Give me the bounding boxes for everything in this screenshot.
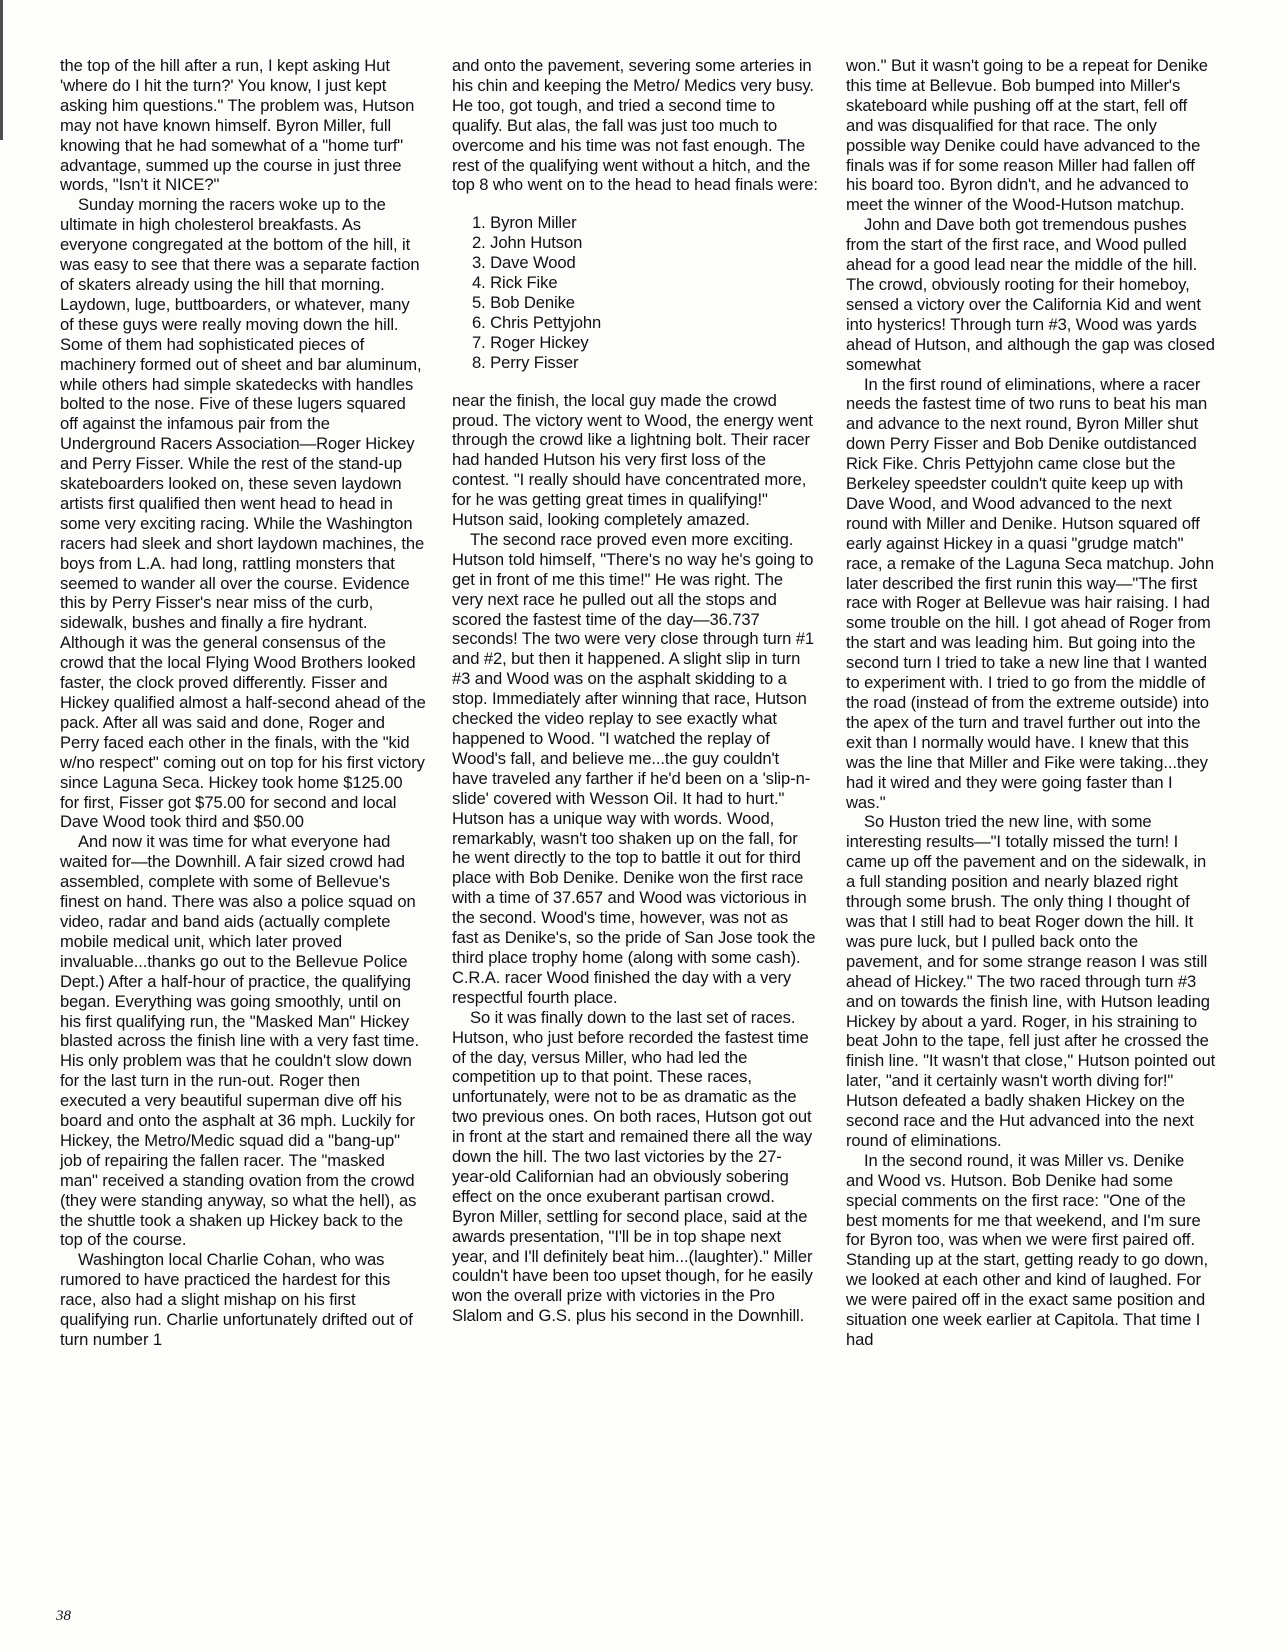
qualifier-item: 8. Perry Fisser — [472, 352, 579, 372]
column-3-paragraph: So Huston tried the new line, with some interesting results—"I totally missed the turn! I came up off the pavement and on the sidewalk, in a full standing position and nearly blazed right through some brush. The only thing I thought of was that I still had to beat Roger down the hill. It was pure luck, but I pulled back onto the pavement, and for some strange reason I was still ahead of Hickey." The two raced through turn #3 and on towards the finish line, with Hutson leading Hickey by about a yard. Roger, in his straining to beat John to the tape, fell just after he crossed the finish line. "It wasn't that close," Hutson pointed out later, "and it certainly wasn't worth diving for!" Hutson defeated a badly shaken Hickey on the second race and the Hut advanced into the next round of eliminations. — [846, 812, 1216, 1150]
column-2-paragraph: near the finish, the local guy made the crowd proud. The victory went to Wood, the energy went through the crowd like a lightning bolt. Their racer had handed Hutson his very first loss of the contest. "I really should have concentrated more, for he was getting great times in qualifying!" Hutson said, looking completely amazed. — [452, 390, 813, 530]
column-3-paragraph: won." But it wasn't going to be a repeat for Denike this time at Bellevue. Bob bumped into Miller's skateboard while pushing off at the start, fell off and was disqualified for that race. The only possible way Denike could have advanced to the finals was if for some reason Miller had fallen off his board too. Byron didn't, and he advanced to meet the winner of the Wood-Hutson matchup. — [846, 56, 1208, 215]
column-2-paragraph: So it was finally down to the last set of races. Hutson, who just before recorded the fastest time of the day, versus Miller, who had led the competition up to that point. These races, unfortunately, were not to be as dramatic as the two previous ones. On both races, Hutson got out in front at the start and remained there all the way down the hill. The two last victories by the 27-year-old Californian had an obviously sobering effect on the once exuberant partisan crowd. Byron Miller, settling for second place, said at the awards presentation, "I'll be in top shape next year, and I'll definitely beat him...(laughter)." Miller couldn't have been too upset though, for he easily won the overall prize with victories in the Pro Slalom and G.S. plus his second in the Downhill. — [452, 1007, 813, 1326]
column-3-paragraph: In the second round, it was Miller vs. Denike and Wood vs. Hutson. Bob Denike had some special comments on the first race: "One of the best moments for me that weekend, and I'm sure for Byron too, was when we were first paired off. Standing up at the start, getting ready to go down, we looked at each other and kind of laughed. For we were paired off in the exact same position and situation one week earlier at Capitola. That time I had — [846, 1150, 1209, 1349]
qualifier-list — [472, 213, 818, 372]
binding-edge — [0, 0, 10, 140]
article-column-2 — [452, 56, 818, 1326]
article-column-3 — [846, 56, 1216, 1350]
article-column-1 — [60, 56, 426, 1350]
column-3-paragraph: John and Dave both got tremendous pushes from the start of the first race, and Wood pulled ahead for a good lead near the middle of the hill. The crowd, obviously rooting for their homeboy, sensed a victory over the California Kid and went into hysterics! Through turn #3, Wood was yards ahead of Hutson, and although the gap was closed somewhat — [846, 215, 1215, 374]
column-1-paragraph: Sunday morning the racers woke up to the ultimate in high cholesterol breakfasts. As everyone congregated at the bottom of the hill, it was easy to see that there was a separate faction of skaters already using the hill that morning. Laydown, luge, buttboarders, or whatever, many of these guys were really moving down the hill. Some of them had sophisticated pieces of machinery formed out of sheet and bar aluminum, while others had simple skatedecks with handles bolted to the nose. Five of these lugers squared off against the infamous pair from the Underground Racers Association—Roger Hickey and Perry Fisser. While the rest of the stand-up skateboarders looked on, these seven laydown artists first qualified then went head to head in some very exciting racing. While the Washington racers had sleek and short laydown machines, the boys from L.A. had long, rattling monsters that seemed to wander all over the course. Evidence this by Perry Fisser's near miss of the curb, sidewalk, bushes and finally a fire hydrant. Although it was the general consensus of the crowd that the local Flying Wood Brothers looked faster, the clock proved differently. Fisser and Hickey qualified almost a half-second ahead of the pack. After all was said and done, Roger and Perry faced each other in the finals, with the "kid w/no respect" coming out on top for his first victory since Laguna Seca. Hickey took home $125.00 for first, Fisser got $75.00 for second and local Dave Wood took third and $50.00 — [60, 195, 426, 832]
column-1-paragraph: the top of the hill after a run, I kept asking Hut 'where do I hit the turn?' You know, I just kept asking him questions." The problem was, Hutson may not have known himself. Byron Miller, full knowing that he had somewhat of a "home turf" advantage, summed up the course in just three words, "Isn't it NICE?" — [60, 56, 415, 195]
qualifier-item: 2. John Hutson — [472, 233, 583, 253]
column-2-paragraph: The second race proved even more exciting. Hutson told himself, "There's no way he's going to get in front of me this time!" He was right. The very next race he pulled out all the stops and scored the fastest time of the day—36.737 seconds! The two were very close through turn #1 and #2, but then it happened. A slight slip in turn #3 and Wood was on the asphalt skidding to a stop. Immediately after winning that race, Hutson checked the video replay to see exactly what happened to Wood. "I watched the replay of Wood's fall, and believe me...the guy couldn't have traveled any farther if he'd been on a 'slip-n-slide' covered with Wesson Oil. It had to hurt." Hutson has a unique way with words. Wood, remarkably, wasn't too shaken up on the fall, for he went directly to the top to battle it out for third place with Bob Denike. Denike won the first race with a time of 37.657 and Wood was victorious in the second. Wood's time, however, was not as fast as Denike's, so the pride of San Jose took the third place trophy home (along with some cash). C.R.A. racer Wood finished the day with a very respectful fourth place. — [452, 529, 816, 1007]
qualifier-item: 5. Bob Denike — [472, 292, 575, 312]
qualifier-item: 4. Rick Fike — [472, 273, 558, 293]
page-number: 38 — [56, 1608, 71, 1624]
column-1-paragraph: And now it was time for what everyone had waited for—the Downhill. A fair sized crowd had assembled, complete with some of Bellevue's finest on hand. There was also a police squad on video, radar and band aids (actually complete mobile medical unit, which later proved invaluable...thanks go out to the Bellevue Police Dept.) After a half-hour of practice, the qualifying began. Everything was going smoothly, until on his first qualifying run, the "Masked Man" Hickey blasted across the finish line with a very fast time. His only problem was that he couldn't slow down for the last turn in the run-out. Roger then executed a very beautiful superman dive off his board and onto the asphalt at 36 mph. Luckily for Hickey, the Metro/Medic squad did a "bang-up" job of repairing the fallen racer. The "masked man" received a standing ovation from the crowd (they were standing anyway, so what the hell), as the shuttle took a shaken up Hickey back to the top of the course. — [60, 832, 420, 1250]
column-1-paragraph: Washington local Charlie Cohan, who was rumored to have practiced the hardest for this race, also had a slight mishap on his first qualifying run. Charlie unfortunately drifted out of turn number 1 — [60, 1250, 413, 1349]
qualifier-item: 7. Roger Hickey — [472, 332, 589, 352]
column-2-intro-paragraph: and onto the pavement, severing some arteries in his chin and keeping the Metro/ Medics very busy. He too, got tough, and tried a second time to qualify. But alas, the fall was just too much to overcome and his time was not fast enough. The rest of the qualifying went without a hitch, and the top 8 who went on to the head to head finals were: — [452, 56, 818, 195]
qualifier-item: 3. Dave Wood — [472, 253, 576, 273]
column-3-paragraph: In the first round of eliminations, where a racer needs the fastest time of two runs to beat his man and advance to the next round, Byron Miller shut down Perry Fisser and Bob Denike outdistanced Rick Fike. Chris Pettyjohn came close but the Berkeley speedster couldn't quite keep up with Dave Wood, and Wood advanced to the next round with Miller and Denike. Hutson squared off early against Hickey in a quasi "grudge match" race, a remake of the Laguna Seca matchup. John later described the first runin this way—"The first race with Roger at Bellevue was hair raising. I had some trouble on the hill. I got ahead of Roger from the start and was leading him. But going into the second turn I tried to take a new line that I wanted to experiment with. I tried to go from the middle of the road (instead of from the extreme outside) into the apex of the turn and travel further out into the exit than I normally would have. I knew that this was the line that Miller and Fike were taking...they had it wired and they were going faster than I was." — [846, 374, 1214, 812]
qualifier-item: 6. Chris Pettyjohn — [472, 312, 602, 332]
qualifier-item: 1. Byron Miller — [472, 213, 577, 233]
